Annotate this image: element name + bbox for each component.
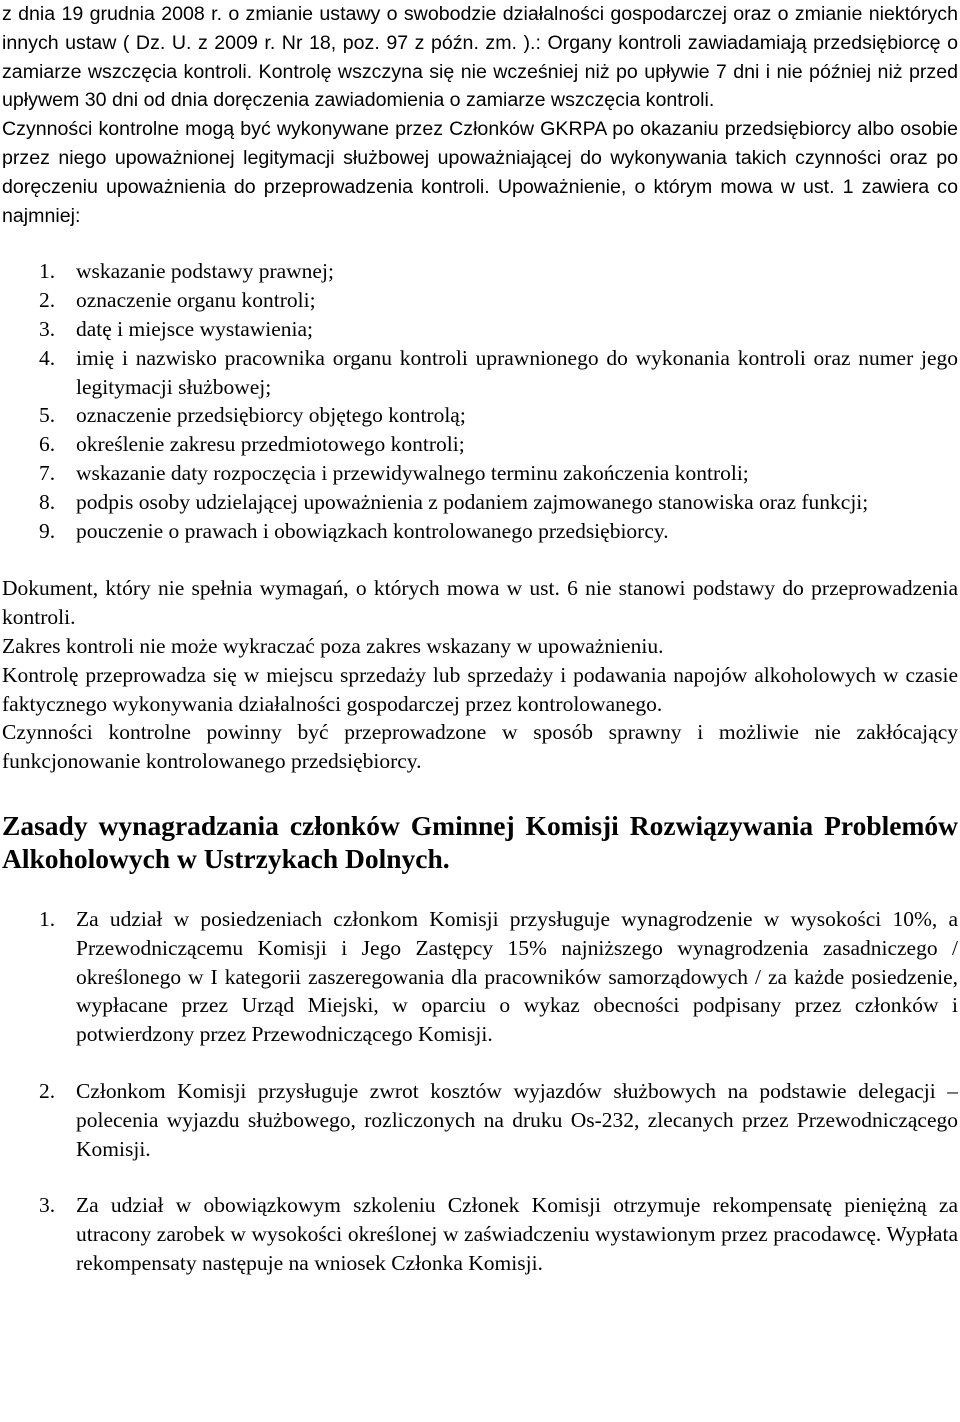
list-item-number: 2. (39, 1078, 56, 1103)
list-item (2, 344, 958, 402)
list-item (2, 401, 958, 430)
list-item-number: 9. (39, 518, 56, 543)
closing-paragraph: Czynności kontrolne powinny być przeprowadzone w sposób sprawny i możliwie nie zakłócający funkcjonowanie kontrolowanego przedsiębiorcy. (2, 720, 958, 774)
list-item-text: podpis osoby udzielającej upoważnienia z podaniem zajmowanego stanowiska oraz funkcji; (76, 489, 869, 514)
closing-paragraph: Dokument, który nie spełnia wymagań, o których mowa w ust. 6 nie stanowi podstawy do przeprowadzenia kontroli. (2, 576, 958, 630)
list-item-number: 4. (39, 345, 56, 370)
list-item-number: 1. (39, 906, 56, 931)
list-item-text: oznaczenie przedsiębiorcy objętego kontrolą; (76, 403, 466, 428)
closing-paragraph: Zakres kontroli nie może wykraczać poza zakres wskazany w upoważnieniu. (2, 633, 664, 658)
list-item-text: imię i nazwisko pracownika organu kontroli uprawnionego do wykonania kontroli oraz numer jego legitymacji służbowej; (76, 345, 958, 399)
authorization-requirements-list (2, 257, 958, 545)
list-item-text: Za udział w obowiązkowym szkoleniu Członek Komisji otrzymuje rekompensatę pieniężną za utracony zarobek w wysokości określonej w zaświadczeniu wystawionym przez pracodawcę. Wypłata rekompensaty następuje na wniosek Członka Komisji. (76, 1193, 958, 1275)
list-item-text: Członkom Komisji przysługuje zwrot kosztów wyjazdów służbowych na podstawie delegacji – polecenia wyjazdu służbowego, rozliczonych na druku Os-232, zlecanych przez Przewodniczącego Komisji. (76, 1078, 958, 1161)
list-item (2, 905, 958, 1049)
list-item-number: 1. (39, 259, 56, 284)
remuneration-rules-list (2, 905, 958, 1278)
list-item-number: 3. (39, 316, 56, 341)
closing-paragraph: Kontrolę przeprowadza się w miejscu sprzedaży lub sprzedaży i podawania napojów alkoholowych w czasie faktycznego wykonywania działalności gospodarczej przez kontrolowanego. (2, 662, 958, 716)
spacer (2, 230, 958, 257)
spacer (2, 875, 958, 905)
list-item (2, 459, 958, 488)
list-item (2, 488, 958, 517)
list-item-text: wskazanie podstawy prawnej; (76, 259, 334, 284)
list-item-text: wskazanie daty rozpoczęcia i przewidywalnego terminu zakończenia kontroli; (76, 460, 749, 485)
list-item (2, 1077, 958, 1163)
list-item-text: pouczenie o prawach i obowiązkach kontrolowanego przedsiębiorcy. (76, 518, 669, 543)
list-item (2, 286, 958, 315)
list-item-text: określenie zakresu przedmiotowego kontroli; (76, 432, 465, 457)
list-item-text: Za udział w posiedzeniach członkom Komisji przysługuje wynagrodzenie w wysokości 10%, a Przewodniczącemu Komisji i Jego Zastępcy 15% najniższego wynagrodzenia zasadniczego / określonego w I kategorii zaszeregowania dla pracowników samorządowych / za każde posiedzenie, wypłacane przez Urząd Miejski, w oparciu o wykaz obecności podpisany przez członków i potwierdzony przez Przewodniczącego Komisji. (76, 906, 958, 1047)
list-item-number: 5. (39, 403, 56, 428)
list-item (2, 430, 958, 459)
spacer (2, 545, 958, 574)
list-item-number: 3. (39, 1193, 56, 1218)
intro-paragraph-1: z dnia 19 grudnia 2008 r. o zmianie ustawy o swobodzie działalności gospodarczej oraz o zmianie niektórych innych ustaw ( Dz. U. z 2009 r. Nr 18, poz. 97 z późn. zm. ).: Organy kontroli zawiadamiają przedsiębiorcę o zamiarze wszczęcia kontroli. Kontrolę wszczyna się nie wcześniej niż po upływie 7 dni i nie później niż przed upływem 30 dni od dnia doręczenia zawiadomienia o zamiarze wszczęcia kontroli. (2, 3, 958, 112)
list-item-text: oznaczenie organu kontroli; (76, 288, 316, 313)
list-item (2, 1191, 958, 1277)
list-item (2, 517, 958, 546)
list-item-number: 2. (39, 288, 56, 313)
section-heading: Zasady wynagradzania członków Gminnej Komisji Rozwiązywania Problemów Alkoholowych w Ustrzykach Dolnych. (2, 809, 958, 874)
intro-paragraph-2: Czynności kontrolne mogą być wykonywane przez Członków GKRPA po okazaniu przedsiębiorcy albo osobie przez niego upoważnionej legitymacji służbowej upoważniającej do wykonywania takich czynności oraz po doręczeniu upoważnienia do przeprowadzenia kontroli. Upoważnienie, o którym mowa w ust. 1 zawiera co najmniej: (2, 118, 958, 227)
list-item-number: 6. (39, 432, 56, 457)
list-item (2, 257, 958, 286)
list-item-number: 8. (39, 489, 56, 514)
list-item-text: datę i miejsce wystawienia; (76, 316, 314, 341)
spacer (2, 776, 958, 809)
list-item-number: 7. (39, 460, 56, 485)
list-item (2, 315, 958, 344)
